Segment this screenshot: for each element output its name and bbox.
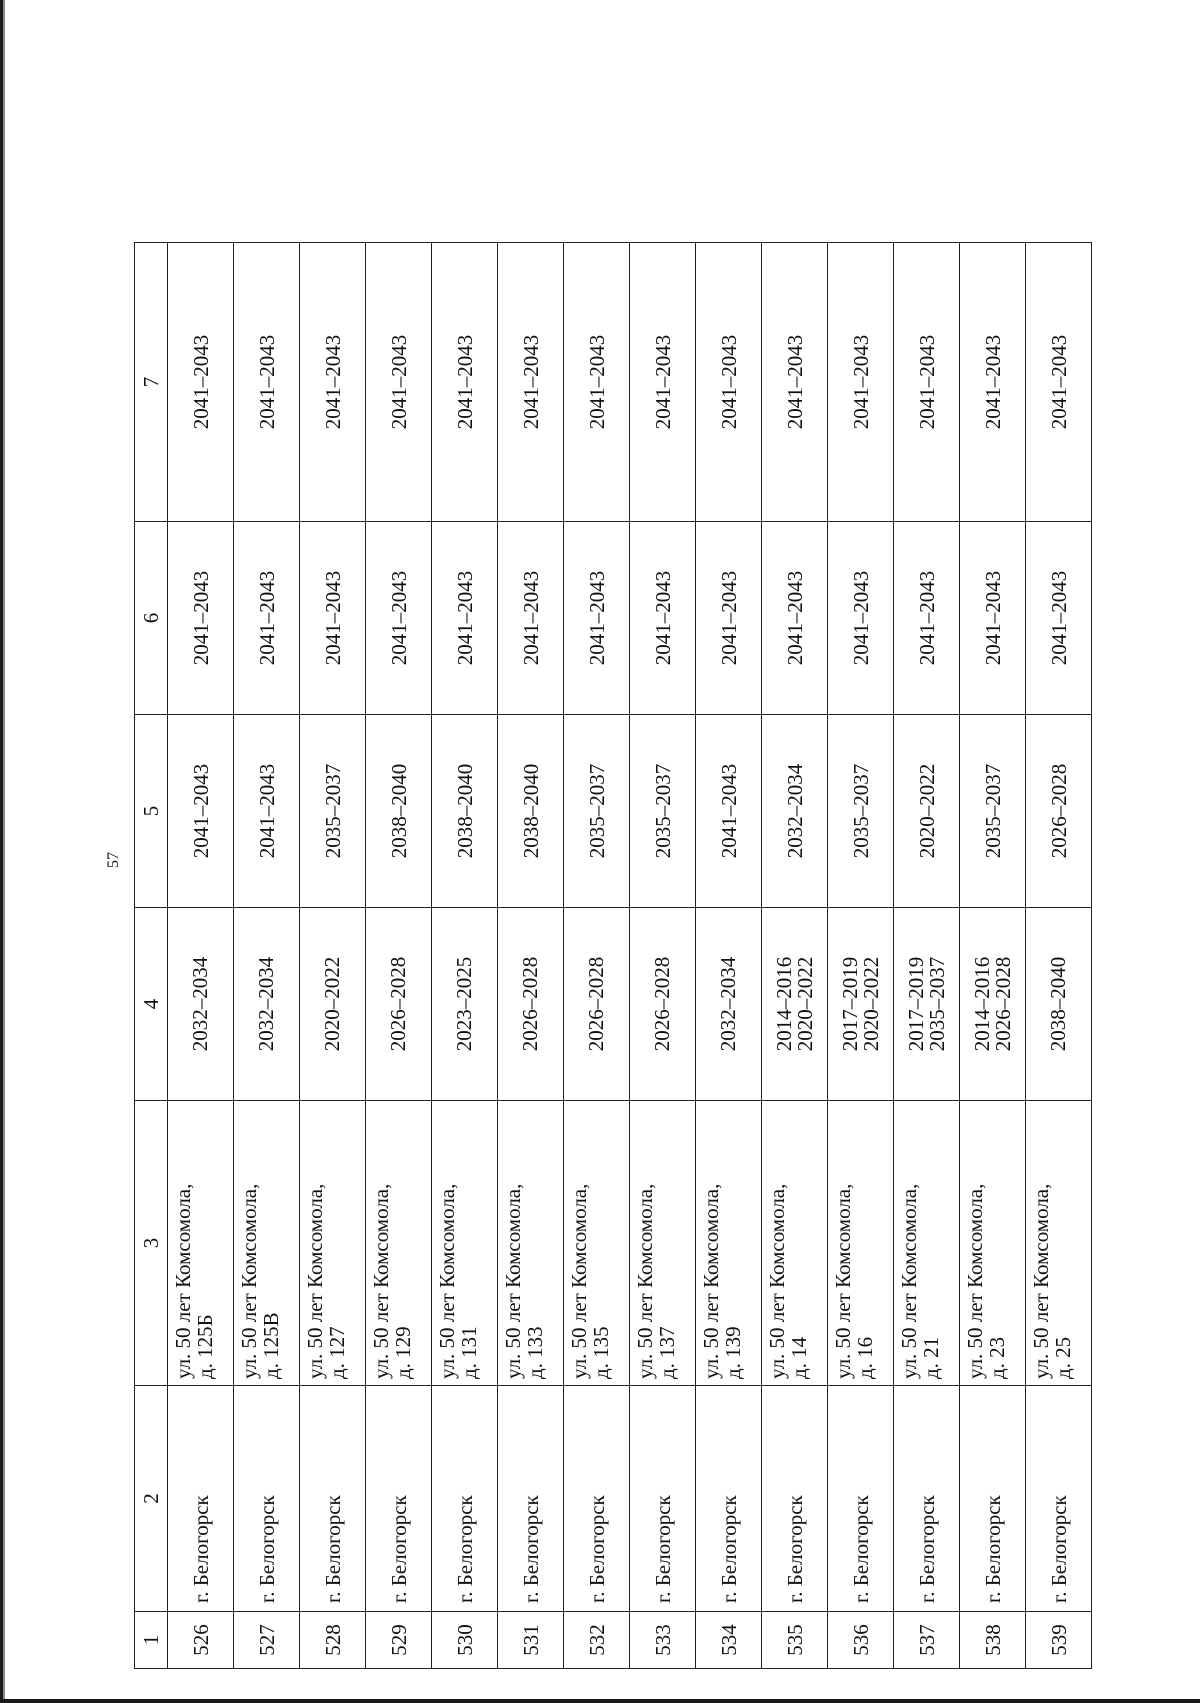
header-cell-6: 6 <box>135 522 168 715</box>
address-cell <box>564 1101 630 1386</box>
period-col4-cell <box>828 908 894 1101</box>
period-col4-cell-line: 2026–2028 <box>584 956 608 1052</box>
address-cell-line: ул. 50 лет Комсомола, <box>435 1183 459 1379</box>
address-cell-line: ул. 50 лет Комсомола, <box>501 1183 525 1379</box>
address-cell <box>366 1101 432 1386</box>
period-col5-cell: 2041–2043 <box>168 715 234 908</box>
period-col4-cell-line: 2032–2034 <box>188 956 212 1052</box>
row-number: 526 <box>168 1612 234 1669</box>
address-cell-line: д. 129 <box>391 1326 415 1379</box>
address-cell-line: ул. 50 лет Комсомола, <box>567 1183 591 1379</box>
period-col4-cell-line: 2017–2019 <box>837 956 862 1052</box>
period-col6-cell: 2041–2043 <box>498 522 564 715</box>
header-row <box>135 243 168 1669</box>
period-col7-cell: 2041–2043 <box>1026 243 1092 522</box>
schedule-table <box>134 242 1092 1669</box>
period-col4-cell-line: 2038–2040 <box>1046 956 1070 1052</box>
address-cell-line: д. 127 <box>325 1326 349 1379</box>
address-cell <box>432 1101 498 1386</box>
period-col4-cell <box>1026 908 1092 1101</box>
period-col5-cell: 2035–2037 <box>564 715 630 908</box>
address-cell-line: д. 21 <box>919 1336 943 1379</box>
table-row <box>498 243 564 1669</box>
address-cell-line: д. 23 <box>985 1336 1009 1379</box>
period-col7-cell: 2041–2043 <box>432 243 498 522</box>
period-col5-cell: 2038–2040 <box>498 715 564 908</box>
period-col7-cell: 2041–2043 <box>498 243 564 522</box>
period-col6-cell: 2041–2043 <box>762 522 828 715</box>
row-number: 529 <box>366 1612 432 1669</box>
period-col4-cell <box>762 908 828 1101</box>
city-cell: г. Белогорск <box>696 1386 762 1612</box>
period-col4-cell <box>564 908 630 1101</box>
city-cell: г. Белогорск <box>366 1386 432 1612</box>
period-col6-cell: 2041–2043 <box>564 522 630 715</box>
row-number: 530 <box>432 1612 498 1669</box>
address-cell <box>696 1101 762 1386</box>
address-cell-line: д. 125Б <box>193 1314 217 1379</box>
header-cell-2: 2 <box>135 1386 168 1612</box>
period-col4-cell <box>960 908 1026 1101</box>
period-col7-cell: 2041–2043 <box>300 243 366 522</box>
city-cell: г. Белогорск <box>894 1386 960 1612</box>
table-row <box>168 243 234 1669</box>
table-row <box>1026 243 1092 1669</box>
table-row <box>696 243 762 1669</box>
period-col4-cell-line: 2035–2037 <box>924 956 949 1052</box>
row-number: 534 <box>696 1612 762 1669</box>
table-row <box>960 243 1026 1669</box>
period-col6-cell: 2041–2043 <box>366 522 432 715</box>
row-number: 537 <box>894 1612 960 1669</box>
period-col7-cell: 2041–2043 <box>828 243 894 522</box>
row-number: 532 <box>564 1612 630 1669</box>
period-col4-cell-line: 2026–2028 <box>386 956 410 1052</box>
address-cell-line: д. 133 <box>523 1326 547 1379</box>
table-body <box>168 243 1092 1669</box>
period-col5-cell: 2038–2040 <box>366 715 432 908</box>
address-cell-line: ул. 50 лет Комсомола, <box>369 1183 393 1379</box>
address-cell-line: д. 125В <box>259 1312 283 1379</box>
address-cell-line: ул. 50 лет Комсомола, <box>765 1183 789 1379</box>
address-cell-line: д. 135 <box>589 1326 613 1379</box>
row-number: 535 <box>762 1612 828 1669</box>
table-container <box>134 243 1075 1669</box>
period-col6-cell: 2041–2043 <box>300 522 366 715</box>
table-header <box>135 243 168 1669</box>
table-row <box>828 243 894 1669</box>
period-col7-cell: 2041–2043 <box>168 243 234 522</box>
city-cell: г. Белогорск <box>828 1386 894 1612</box>
header-cell-7: 7 <box>135 243 168 522</box>
period-col7-cell: 2041–2043 <box>630 243 696 522</box>
address-cell-line: д. 16 <box>853 1336 877 1379</box>
address-cell <box>828 1101 894 1386</box>
table-row <box>894 243 960 1669</box>
table-row <box>630 243 696 1669</box>
period-col4-cell-line: 2032–2034 <box>716 956 740 1052</box>
city-cell: г. Белогорск <box>630 1386 696 1612</box>
period-col4-cell <box>696 908 762 1101</box>
page-number: 57 <box>105 852 122 868</box>
table-row <box>564 243 630 1669</box>
city-cell: г. Белогорск <box>960 1386 1026 1612</box>
row-number: 538 <box>960 1612 1026 1669</box>
period-col4-cell-line: 2017–2019 <box>903 956 928 1052</box>
address-cell <box>234 1101 300 1386</box>
address-cell <box>894 1101 960 1386</box>
city-cell: г. Белогорск <box>762 1386 828 1612</box>
header-cell-3: 3 <box>135 1101 168 1386</box>
period-col4-cell-line: 2026–2028 <box>990 956 1015 1052</box>
period-col7-cell: 2041–2043 <box>564 243 630 522</box>
city-cell: г. Белогорск <box>432 1386 498 1612</box>
period-col6-cell: 2041–2043 <box>168 522 234 715</box>
address-cell-line: ул. 50 лет Комсомола, <box>237 1183 261 1379</box>
period-col4-cell-line: 2023–2025 <box>452 956 476 1052</box>
period-col7-cell: 2041–2043 <box>366 243 432 522</box>
period-col4-cell <box>498 908 564 1101</box>
period-col4-cell <box>630 908 696 1101</box>
period-col4-cell-line: 2014–2016 <box>969 956 994 1052</box>
address-cell <box>630 1101 696 1386</box>
period-col4-cell-line: 2020–2022 <box>320 956 344 1052</box>
period-col5-cell: 2035–2037 <box>960 715 1026 908</box>
address-cell-line: д. 131 <box>457 1326 481 1379</box>
period-col7-cell: 2041–2043 <box>762 243 828 522</box>
period-col4-cell <box>168 908 234 1101</box>
address-cell-line: ул. 50 лет Комсомола, <box>831 1183 855 1379</box>
address-cell <box>762 1101 828 1386</box>
period-col5-cell: 2035–2037 <box>630 715 696 908</box>
period-col6-cell: 2041–2043 <box>432 522 498 715</box>
address-cell-line: ул. 50 лет Комсомола, <box>897 1183 921 1379</box>
period-col6-cell: 2041–2043 <box>828 522 894 715</box>
scan-bottom-edge <box>0 1699 1200 1703</box>
address-cell-line: ул. 50 лет Комсомола, <box>303 1183 327 1379</box>
table-row <box>762 243 828 1669</box>
period-col6-cell: 2041–2043 <box>234 522 300 715</box>
period-col5-cell: 2026–2028 <box>1026 715 1092 908</box>
period-col6-cell: 2041–2043 <box>1026 522 1092 715</box>
city-cell: г. Белогорск <box>498 1386 564 1612</box>
table-row <box>234 243 300 1669</box>
row-number: 528 <box>300 1612 366 1669</box>
period-col4-cell <box>234 908 300 1101</box>
address-cell-line: д. 25 <box>1051 1336 1075 1379</box>
period-col6-cell: 2041–2043 <box>630 522 696 715</box>
table-row <box>366 243 432 1669</box>
period-col4-cell-line: 2020–2022 <box>858 956 883 1052</box>
period-col6-cell: 2041–2043 <box>696 522 762 715</box>
address-cell-line: д. 139 <box>721 1326 745 1379</box>
period-col4-cell <box>432 908 498 1101</box>
address-cell-line: д. 137 <box>655 1326 679 1379</box>
address-cell <box>1026 1101 1092 1386</box>
city-cell: г. Белогорск <box>300 1386 366 1612</box>
row-number: 531 <box>498 1612 564 1669</box>
address-cell <box>960 1101 1026 1386</box>
period-col4-cell-line: 2026–2028 <box>518 956 542 1052</box>
address-cell-line: ул. 50 лет Комсомола, <box>1029 1183 1053 1379</box>
period-col4-cell-line: 2032–2034 <box>254 956 278 1052</box>
period-col4-cell <box>894 908 960 1101</box>
scan-left-edge-shadow <box>3 0 5 1703</box>
period-col4-cell-line: 2026–2028 <box>650 956 674 1052</box>
period-col5-cell: 2035–2037 <box>300 715 366 908</box>
period-col5-cell: 2035–2037 <box>828 715 894 908</box>
address-cell-line: д. 14 <box>787 1336 811 1379</box>
period-col7-cell: 2041–2043 <box>696 243 762 522</box>
address-cell-line: ул. 50 лет Комсомола, <box>963 1183 987 1379</box>
address-cell-line: ул. 50 лет Комсомола, <box>171 1183 195 1379</box>
row-number: 536 <box>828 1612 894 1669</box>
city-cell: г. Белогорск <box>564 1386 630 1612</box>
city-cell: г. Белогорск <box>1026 1386 1092 1612</box>
header-cell-1: 1 <box>135 1612 168 1669</box>
period-col6-cell: 2041–2043 <box>960 522 1026 715</box>
address-cell <box>498 1101 564 1386</box>
period-col4-cell <box>300 908 366 1101</box>
address-cell <box>300 1101 366 1386</box>
period-col4-cell <box>366 908 432 1101</box>
period-col6-cell: 2041–2043 <box>894 522 960 715</box>
period-col5-cell: 2041–2043 <box>696 715 762 908</box>
table-row <box>300 243 366 1669</box>
address-cell-line: ул. 50 лет Комсомола, <box>699 1183 723 1379</box>
city-cell: г. Белогорск <box>168 1386 234 1612</box>
period-col7-cell: 2041–2043 <box>894 243 960 522</box>
period-col5-cell: 2041–2043 <box>234 715 300 908</box>
row-number: 539 <box>1026 1612 1092 1669</box>
period-col4-cell-line: 2014–2016 <box>771 956 796 1052</box>
period-col7-cell: 2041–2043 <box>960 243 1026 522</box>
period-col7-cell: 2041–2043 <box>234 243 300 522</box>
period-col4-cell-line: 2020–2022 <box>792 956 817 1052</box>
row-number: 533 <box>630 1612 696 1669</box>
address-cell-line: ул. 50 лет Комсомола, <box>633 1183 657 1379</box>
address-cell <box>168 1101 234 1386</box>
header-cell-5: 5 <box>135 715 168 908</box>
row-number: 527 <box>234 1612 300 1669</box>
city-cell: г. Белогорск <box>234 1386 300 1612</box>
table-row <box>432 243 498 1669</box>
period-col5-cell: 2038–2040 <box>432 715 498 908</box>
period-col5-cell: 2020–2022 <box>894 715 960 908</box>
period-col5-cell: 2032–2034 <box>762 715 828 908</box>
header-cell-4: 4 <box>135 908 168 1101</box>
